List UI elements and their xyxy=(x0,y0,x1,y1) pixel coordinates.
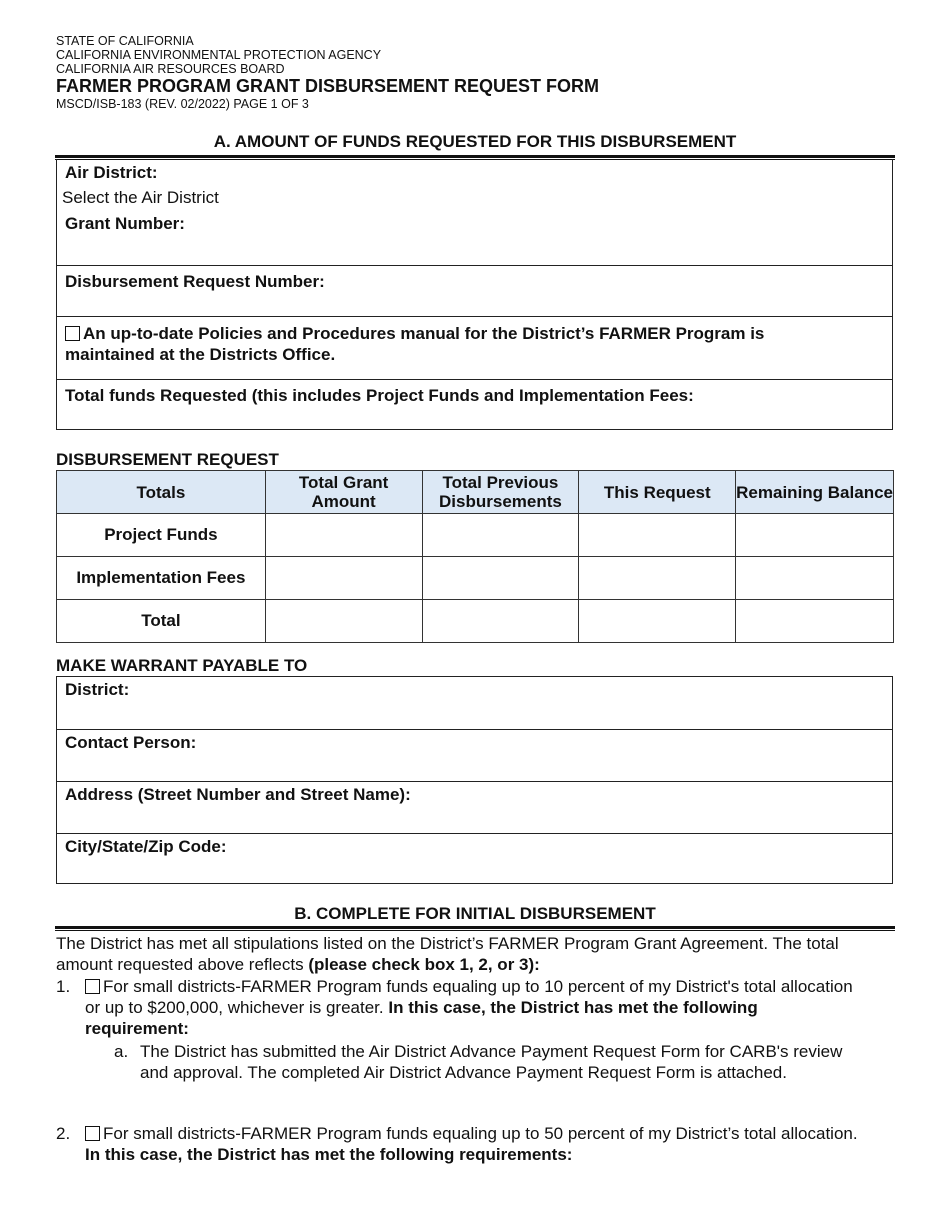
disbursement-heading: DISBURSEMENT REQUEST xyxy=(56,450,279,469)
item1a-letter: a. xyxy=(114,1042,129,1061)
policies-checkbox[interactable] xyxy=(65,326,80,341)
item1a-text: The District has submitted the Air District Advance Payment Request Form for CARB's review and approval. The completed Air District Advance Payment Request Form is attached. xyxy=(140,1042,843,1082)
warrant-city-cell[interactable] xyxy=(57,833,892,884)
input-cell[interactable] xyxy=(265,514,422,557)
warrant-district-label: District: xyxy=(65,680,130,699)
item2 xyxy=(85,1123,875,1165)
section-b-intro-text: The District has met all stipulations listed on the District’s FARMER Program Grant Agreement. The total amount requested above reflects xyxy=(56,934,839,974)
row-label-implementation-fees: Implementation Fees xyxy=(57,557,266,600)
input-cell[interactable] xyxy=(265,600,422,643)
disbursement-number-label: Disbursement Request Number: xyxy=(65,272,325,291)
header-board: CALIFORNIA AIR RESOURCES BOARD xyxy=(56,62,285,76)
air-district-grant-cell xyxy=(57,159,892,265)
col-total-previous-disbursements: Total Previous Disbursements xyxy=(422,471,579,514)
grant-number-label: Grant Number: xyxy=(65,214,185,233)
item2-number: 2. xyxy=(56,1124,71,1143)
total-funds-cell[interactable] xyxy=(57,379,892,429)
form-title: FARMER PROGRAM GRANT DISBURSEMENT REQUEST FORM xyxy=(56,76,600,96)
input-cell[interactable] xyxy=(736,514,894,557)
policies-cell xyxy=(57,316,892,379)
disbursement-number-cell[interactable] xyxy=(57,265,892,316)
input-cell[interactable] xyxy=(422,600,579,643)
warrant-district-cell[interactable] xyxy=(57,677,892,729)
form-id: MSCD/ISB-183 (REV. 02/2022) PAGE 1 OF 3 xyxy=(56,97,309,111)
item2-bold: In this case, the District has met the following requirements: xyxy=(85,1145,573,1164)
input-cell[interactable] xyxy=(422,557,579,600)
input-cell[interactable] xyxy=(579,600,736,643)
section-b-intro-bold: (please check box 1, 2, or 3): xyxy=(308,955,540,974)
item1-number: 1. xyxy=(56,977,71,996)
warrant-address-cell[interactable] xyxy=(57,781,892,833)
warrant-address-label: Address (Street Number and Street Name): xyxy=(65,785,411,804)
table-row xyxy=(57,514,894,557)
warrant-heading: MAKE WARRANT PAYABLE TO xyxy=(56,656,308,675)
input-cell[interactable] xyxy=(579,557,736,600)
warrant-contact-label: Contact Person: xyxy=(65,733,197,752)
section-a-title: A. AMOUNT OF FUNDS REQUESTED FOR THIS DISBURSEMENT xyxy=(213,132,737,151)
header-state: STATE OF CALIFORNIA xyxy=(56,34,194,48)
row-label-project-funds: Project Funds xyxy=(57,514,266,557)
input-cell[interactable] xyxy=(736,557,894,600)
header-agency: CALIFORNIA ENVIRONMENTAL PROTECTION AGENCY xyxy=(56,48,382,62)
warrant-box xyxy=(56,676,893,884)
table-row xyxy=(57,557,894,600)
input-cell[interactable] xyxy=(579,514,736,557)
item2-text: For small districts-FARMER Program funds equaling up to 50 percent of my District’s total allocation. xyxy=(103,1124,858,1143)
disbursement-header-row xyxy=(57,471,894,514)
table-row xyxy=(57,600,894,643)
policies-text: An up-to-date Policies and Procedures manual for the District’s FARMER Program is maintained at the Districts Office. xyxy=(65,324,765,364)
section-b-intro xyxy=(56,933,896,975)
input-cell[interactable] xyxy=(422,514,579,557)
input-cell[interactable] xyxy=(736,600,894,643)
col-totals: Totals xyxy=(57,471,266,514)
row-label-total: Total xyxy=(57,600,266,643)
section-b-rule xyxy=(55,926,895,931)
col-total-grant-amount: Total Grant Amount xyxy=(265,471,422,514)
col-remaining-balance: Remaining Balance xyxy=(736,471,894,514)
item1-text: For small districts-FARMER Program funds equaling up to 10 percent of my District's total allocation or up to $200,000, whichever is greater. xyxy=(85,977,853,1017)
warrant-contact-cell[interactable] xyxy=(57,729,892,781)
item1-bold: In this case, the District has met the following requirement: xyxy=(85,998,758,1038)
air-district-label: Air District: xyxy=(65,163,158,182)
warrant-city-label: City/State/Zip Code: xyxy=(65,837,227,856)
section-a-box xyxy=(56,159,893,430)
item1-checkbox[interactable] xyxy=(85,979,100,994)
disbursement-table xyxy=(56,470,894,643)
section-b-title: B. COMPLETE FOR INITIAL DISBURSEMENT xyxy=(294,904,656,923)
air-district-select[interactable]: Select the Air District xyxy=(62,188,219,207)
item2-checkbox[interactable] xyxy=(85,1126,100,1141)
col-this-request: This Request xyxy=(579,471,736,514)
total-funds-label: Total funds Requested (this includes Project Funds and Implementation Fees: xyxy=(65,386,694,405)
input-cell[interactable] xyxy=(265,557,422,600)
item1 xyxy=(85,976,865,1039)
